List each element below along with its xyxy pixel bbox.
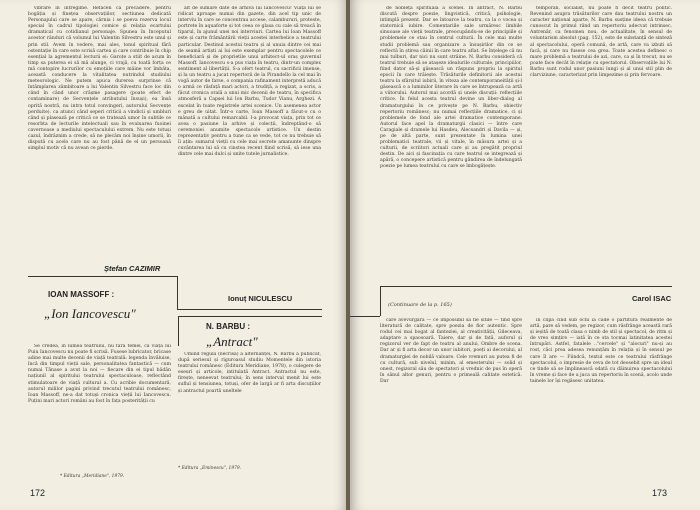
right-column-1: de nobleța spirituală a scenei. În antract, N. Barbu discută despre poezie, lingvistică, critică, psihologie, intimplă prezent. Dar se întoarce la teatru, ca la o vocea și statornică iubire. Comentariile sale urmăresc limbile sinuoase ale vieții teatrale, preocupându-se de principiile și problemele ce stau în centrul culturii. În cele mai multe studii problemă sau organizare a însușirilor din ce se reflectă în știrea câinii în care teatru aflat. Se înțelege că nu mai tulburi, dar nici nu sunt străine. N. Barbu consideră că teatrul trebuie să se atașeze idealurile culturale, principiilor, fiind dator să-și găsească un răspuns propriu la spiritul epocii în care trăiește. Trăsăturile definitorii ale acestui teatru la sfârșitul iubirii, în viteza ale contemporaneității și-l găsească o a luminilor literare în care se întrupează ca artă a viitorului. Autorul mai acordă și unele discuții: reflecțiile critice. În felul acesta teatrul devine un liber-dialog al dramaturgului în ce privește pe N. Barbu, obiectiv repertoriu românesc; nu numai reflecțiile dramatice, ci și problemele de fond ale artei dramatice contemporane. Autorul face apel la dramaturgii clasici — între care Caragiale și dramele lui Hasdeu, Alecsandri și Davila — și, pe de altă parte, sunt prezentate în lumina unei problematici teatrale, vii și vitale, în măsura artei și a culturii, de scriitori actuali care și au pregătit propriul destin. De aici și fascinația cu care teatrul se integrează și apără, o concepere artistică pentru gândirea de îndelungată poezie pe lumea teatrului cu care se îmbogățește. — [380, 6, 522, 170]
signature-ionut-niculescu: Ionuț NICULESCU — [228, 294, 293, 303]
right-page — [350, 0, 700, 510]
barbu-box-right-rule — [380, 286, 381, 316]
box-bottom-rule-right — [177, 309, 322, 310]
left-column-1: vibrare în întregime. Refăcen ca precădere, pentru bogăția și finețea observațiilor, sectiunea dedicată Personajului care se apare, cărnia i se poeva rezerva locul special în cadrul tipologiei comice și relația ecartului dramatical cu cotidianul personaje. Spunea în Inceputul acestor rânduri că volumul lui Valentin Silvestru este unul și prin stil. Avem în vedere, mai ales, tonul spiritual fără ostentație în care este scrisă cartea și care contribuie în chip esențial la agrementul lecturii ei: Garoțe a stiit de acum în timp sa puterea ei să mă alunge, ci vrajă, cu toată forța ce mă contopire lucrurilor cu emoțiile care mâine vor îmbăta, această conducere la vitalitatea nutrindul studiului meteorologic. Ne putem apuca durerea surprinse că întâmplarea zâmbitoare a lui Valentin Silvestru face loc din când în când unor crâșme pasagere (poate efect de contaminare) de Secvențele atributului însuși), ea însă oprită nostră, nu intra totul convingeri, autorului Secvențe perduite). ca atunci când seperi criticii a vindicii și umbluri când și plasează pe critică ce se tratează umor în subtile ce resorbta de lecturile intelectuali sau în evaluarea fuoinei cavernoase a mediului spectaculului extrem. Nu este totuși cazul, îndrăznim a crede, să ne plecăm noi înșine umorii, în dispută cu acelo care nu au fost până de el un persoană simplul motiv că nu avean ce pierde. — [28, 6, 171, 152]
review-title-iancovescu: „Ion Iancovescu" — [44, 306, 136, 321]
barbu-box-left-rule — [178, 316, 179, 346]
review-author-barbu: N. BARBU : — [206, 322, 250, 331]
left-column-2: alt de sumare date de arhiva lui Iancovescu! Viața lui se ridicat aproape numai din gazete, din acel tip unic de interviu în care se concentrau accese, calambururi, proteste, portrete în aquaforte și tot ceea ce glasa cu cale să treacă în tiparul, în ajunul unei noi interviuri. Cartea lui Ioan Massoff este și carte frământării vieții acestei interbelice a teatrului particular. Destinul acestui teatru și al unuia dintre cei mai de seamă artiști ai lui este exemplar pentru spectacolele ce beneficiară și de proprietile unui arhitect-ul oraș guvernul Massoff. Iancovescu s-a pus viața în teatru, dintr-un complex sentiment al libertății. S-a ofert teatrul, cu sacrificii imense, și la un teatru a jucat repertorii de la Pirandello la cel mai în vogă autor de farse, o compania rafinament interpretă aducă o armă ce răsfață mari actori, a trudiță, a regizat, a scris, a făcut cronica orală a unui mic decenii de teatru, în specifica atmosferă a Capșei lui Ion Barbu, Tudor Vianu, Arghezi. A excelat în toate registrele artei scenice. Un asemenea actor e greu de uitat. Într-o carte, Ioan Massoff a făcut-o cu o mânată a cultului remarcabil. I-a provocat viața, prin tot ce avea o pasiune la arhive și colecții, îndreptănd-o să ceremoniei anumite spectacole artistice. Un destin reprezentativ pentru a tune ca se vede, tot ce nu trebuie să îi ațin: sumarul vieții cu cele mai secrete amanunte dinspre cuvântarea lui să cu cinstea recent fiind scrisă, să iese una dintre cele mai dulci și unite tutele jurnalistice. — [178, 6, 321, 158]
right-section-rule — [380, 286, 672, 287]
review-title-antract: „Antract" — [206, 334, 258, 349]
footnote-meridiane: * Editura „Meridiane", 1979. — [60, 474, 125, 479]
review-author-massoff: IOAN MASSOFF : — [48, 290, 115, 299]
left-lower-column-1: Se credea, în lumea teatrului, nu fără temei, că viața lui Puiu Iancovescu nu poate fi scrisă. Fusese lubricator, bricase adine mai multe decenii de viață teatrală: legenda învăluise, încă din timpul vieții sale, personalitatea fantastică — cum numai Tănase a avut la noi — fiecare din ei tipul bădăn națiunil al spiritului teatrului spectaculoase, reflectând stimulatoare de viață cultural a. Cu acribie documentară, autorul mililor pagini privind trecutul teatrului românesc, Ioan Massoff, ne-a dat totuși cronica vieții lui Iancovescu. Puțini mari actori români au fost în fața posterității cu — [28, 344, 171, 404]
footnote-eminescu: * Editura „Eminescu", 1979. — [178, 466, 242, 471]
barbu-box-top-rule — [178, 316, 322, 317]
page-number-left: 172 — [30, 488, 46, 498]
right-lower-column-2: în clipa cînd sub ochi ia cade o partitură realmente de artă, pare să vedem, pe regizor, cum răsfrânge această rară și ieșită de toată clasa o nimb de stil și spectacol, de ritm și de vreo simțire — iată în ce sta tocmai latinitatea acestei întrupări. Astfel, fatalele .."cercele" și "alocuri" nu-și au rost, căci prea adesea renunțăm în relația și în sensul pe care îl are — Fiindcă, textul este ce teatrului răsfrânge spectacolul, o impresie de ceva de tot deosebit spre un ideal ce tinde să se împlinească odată cu dăinuirea spectacolului în vreme și face de a juca un repertoriu în scenă, acolo unde tainele lor își regăsesc unitatea. — [530, 318, 672, 384]
box-divider — [177, 276, 178, 310]
box-top-rule-left — [28, 276, 177, 277]
left-page — [0, 0, 348, 510]
left-lower-column-2: Umind regula (necrisă) a alternanței, N. Barbu a publicat, după seriesul și riguroasul studiu Momentele din istoria teatrului românesc (Editura Meridiane, 1978), o culegere de eseuri și articole, intitulată Antract. Antractul nu este, firește, neneevat teatrului; în sens interval menit lui este suflul și tensiunea, totuși, ofer de largă ar fi arta discuțiilor și antractul poartă uneltele — [178, 352, 321, 394]
page-number-right: 173 — [652, 488, 668, 498]
barbu-box-top-rule-right — [350, 316, 380, 317]
right-column-2: temporan, socialist, nu poate fi decit teatru politic. Revenind asupra trăsăturilor care dau teatrului nostru un caracter național aparte, N. Barbu susține ideea că trebuie cunoscut în primul rând un repertoriu adecvat intrinsec, Antrenăr, ca fenomen nou, de actualitate, în sensul de voluntarism absolut (pag. 152), este de substanță de sinteză al spectacolului, operă comună, de artă, care va izbuti să facă, și care nu fusese cea grea. Toate acestea definesc o mare problemă a teatrului de azi, care, ca și în trecut, nu se poate face decât în relație cu spectatorul. Observațiile lui N. Barbu sunt rodul unor pasiuni lungi și al unui stil plin de clarviziune, caracterizat prin limpezime și prin fervoare. — [530, 6, 672, 79]
signature-stefan-cazimir: Ștefan CAZIMIR — [104, 264, 161, 273]
signature-carol-isac: Carol ISAC — [632, 294, 672, 303]
continuation-note: (Continuare de la p. 165) — [388, 302, 452, 308]
right-lower-column-1: care avevurgară — ce impossibil să fie sitile — tind spre literatură de calitate, spre poezia de fior autentic. Spre rodul cei mai bogat al fanteziei, al creativității, Gileceava, adaptare a spaosoară. Taiere, dar și de fată, auforul și regizorul ver de fapt de teatru al anului, Ombre de scena. Dar ar și fi arta decor un unor iubitori, poeți ai decorului, al dramaturgiei de nobilă valoare. Cele vremuri au putea fi de cu cultură, sub nivelul, minim, al emesterului — solid și onest, regizoral sâu de spectatori și vrednic de pus în operă în sânul altor genuri, pentru o primeală calitate estetică. Dar — [380, 318, 522, 384]
